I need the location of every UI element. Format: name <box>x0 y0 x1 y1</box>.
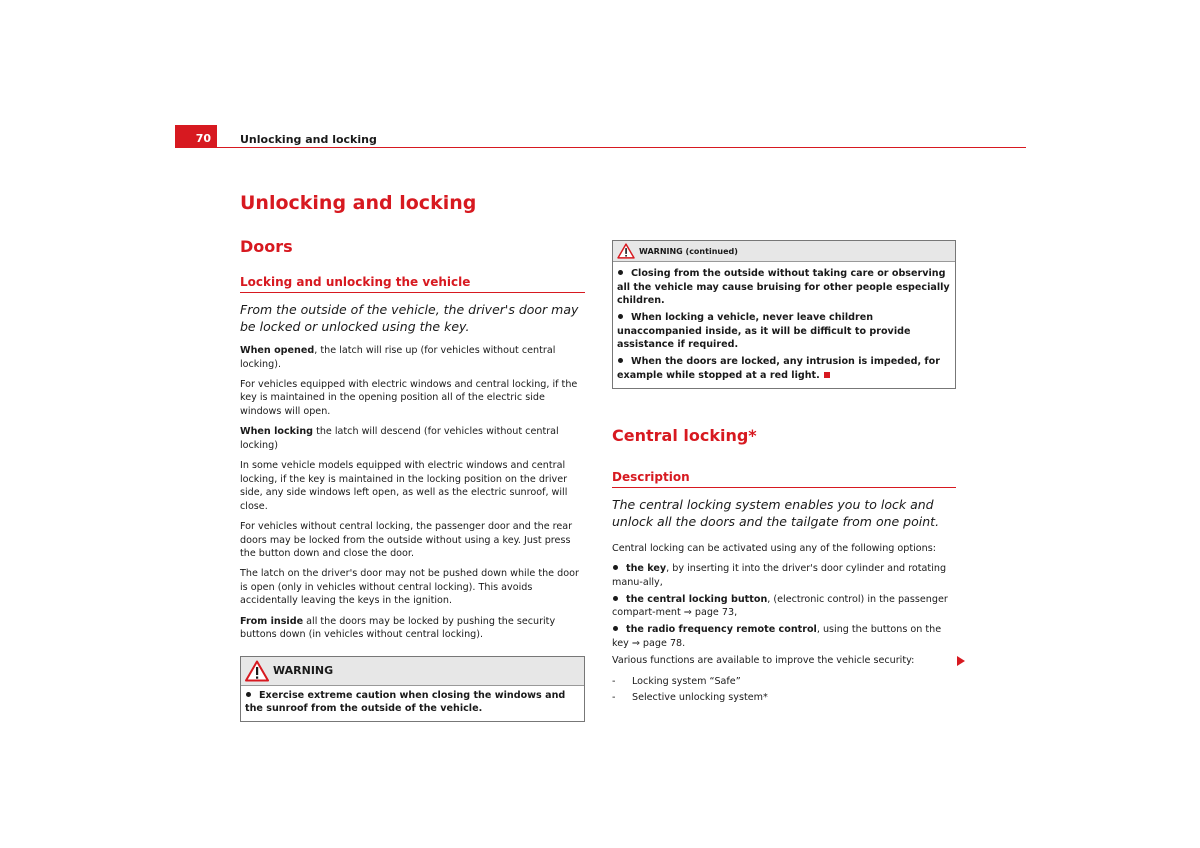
bullet-icon <box>618 270 623 275</box>
term-from-inside: From inside <box>240 615 304 627</box>
option-text: , using the buttons on the key ⇒ page 78. <box>612 624 942 649</box>
warning-continued-box <box>612 240 956 389</box>
header-rule <box>217 147 1026 148</box>
warning-box <box>240 656 585 723</box>
warning-item <box>245 689 580 716</box>
lead-paragraph: From the outside of the vehicle, the driver's door may be locked or unlocked using the key. <box>240 302 579 334</box>
paragraph-security-functions: Various functions are available to improve the vehicle security: <box>612 655 915 667</box>
warning-body <box>241 686 584 722</box>
paragraph-electric-windows-open: For vehicles equipped with electric windows and central locking, if the key is maintained in the opening position all of the electric side windows will open. <box>240 378 578 417</box>
dash-marker: - <box>612 691 616 703</box>
paragraph-without-central-locking: For vehicles without central locking, the passenger door and the rear doors may be locked from the outside without using a key. Just press the button down and close the door. <box>240 520 573 560</box>
function-text: Locking system “Safe” <box>632 675 741 687</box>
warning-item-text: When the doors are locked, any intrusion is impeded, for example while stopped at a red light. <box>617 356 940 381</box>
lead-paragraph: The central locking system enables you to lock and unlock all the doors and the tailgate from one point. <box>612 496 940 529</box>
left-column <box>240 190 585 722</box>
warning-triangle-icon <box>617 243 635 259</box>
term-when-opened: When opened <box>240 345 315 356</box>
warning-title: WARNING <box>273 664 334 678</box>
paragraph-from-inside <box>240 615 585 642</box>
warning-continued-title: WARNING (continued) <box>639 246 738 256</box>
chapter-title: Unlocking and locking <box>240 192 477 214</box>
bullet-icon <box>613 596 618 601</box>
paragraph-latch-driver-door: The latch on the driver's door may not be pushed down while the door is open (only in vehicles without central locking). This avoids accidentally leaving the keys in the ignition. <box>240 568 579 607</box>
running-title: Unlocking and locking <box>240 133 377 146</box>
warning-continued-header <box>613 241 955 262</box>
topic-title-description: Description <box>612 469 956 488</box>
running-header <box>175 125 1026 149</box>
section-title-central-locking: Central locking* <box>612 425 757 445</box>
topic-title-locking-unlocking: Locking and unlocking the vehicle <box>240 274 585 293</box>
paragraph-when-opened <box>240 344 585 371</box>
option-term: the key <box>626 563 667 575</box>
section-title-doors: Doors <box>240 237 293 256</box>
bullet-icon <box>613 626 618 631</box>
option-term: the radio frequency remote control <box>626 624 817 636</box>
paragraph-text: the latch will descend (for vehicles without central locking) <box>240 426 559 451</box>
option-text: , (electronic control) in the passenger compart-ment ⇒ page 73, <box>612 593 948 619</box>
option-text: , by inserting it into the driver's door cylinder and rotating manu-ally, <box>612 563 947 588</box>
end-of-section-marker <box>824 372 830 378</box>
warning-item <box>617 267 951 308</box>
page-number: 70 <box>175 125 217 148</box>
dash-marker: - <box>612 675 616 687</box>
warning-item <box>617 311 951 352</box>
term-when-locking: When locking <box>240 426 314 438</box>
paragraph-central-locking-options: Central locking can be activated using any of the following options: <box>612 542 936 554</box>
bullet-icon <box>246 692 251 697</box>
bullet-icon <box>613 565 618 570</box>
option-item-remote <box>612 623 956 650</box>
warning-continued-body <box>613 262 955 388</box>
function-item-safe <box>612 675 956 689</box>
warning-header <box>241 657 584 686</box>
paragraph-windows-close: In some vehicle models equipped with electric windows and central locking, if the key is maintained in the locking position on the driver side, any side windows left open, as well as the electric sunroof, will close. <box>240 459 568 512</box>
paragraph-when-locking <box>240 425 585 452</box>
function-item-selective <box>612 691 956 705</box>
paragraph-text: all the doors may be locked by pushing the security buttons down (in vehicles without central locking). <box>240 615 556 641</box>
right-column <box>612 240 956 707</box>
warning-item-text: Exercise extreme caution when closing the windows and the sunroof from the outside of the vehicle. <box>245 689 566 715</box>
warning-item-text: Closing from the outside without taking care or observing all the vehicle may cause bruising for other people especially children. <box>617 268 950 307</box>
warning-item <box>617 355 951 382</box>
warning-item-text: When locking a vehicle, never leave children unaccompanied inside, as it will be difficult to provide assistance if required. <box>617 312 911 351</box>
paragraph-text: , the latch will rise up (for vehicles without central locking). <box>240 345 556 370</box>
warning-triangle-icon <box>245 660 269 682</box>
continue-arrow-icon <box>957 656 965 666</box>
option-item-key <box>612 562 956 589</box>
option-term: the central locking button <box>626 593 768 605</box>
bullet-icon <box>618 314 623 319</box>
bullet-icon <box>618 358 623 363</box>
function-text: Selective unlocking system* <box>632 691 768 703</box>
option-item-button <box>612 593 956 620</box>
